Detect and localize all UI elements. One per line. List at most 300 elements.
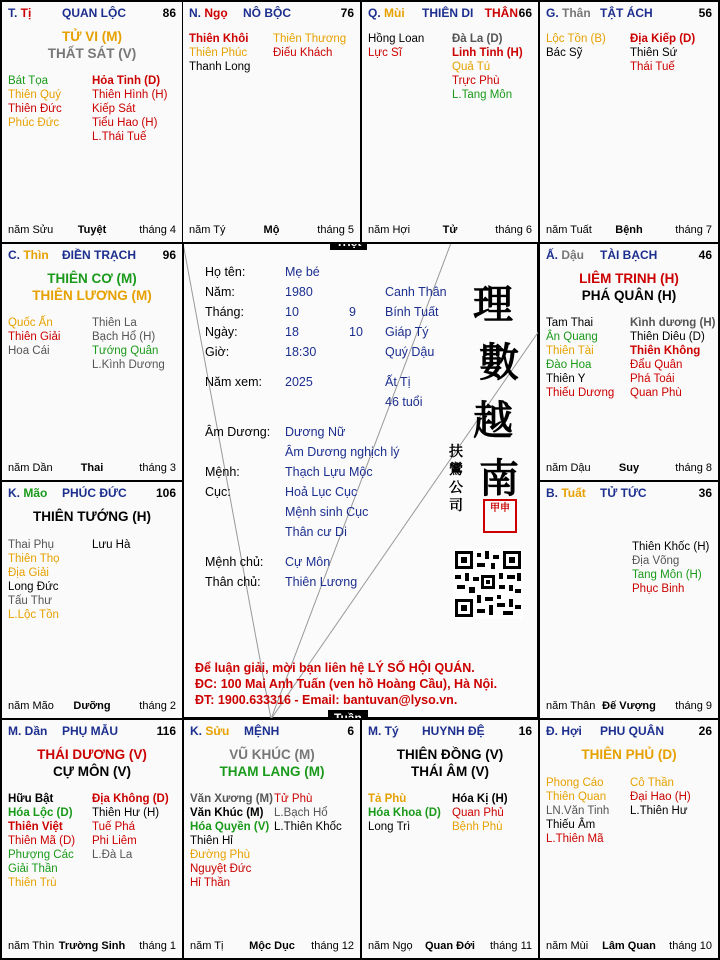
view-year-value: 2025: [285, 375, 313, 389]
minor-star: Thiên Đức: [8, 103, 62, 115]
main-star: THÁI ÂM (V): [411, 764, 489, 779]
palace-phase: Bệnh: [615, 224, 643, 236]
minor-star: L.Đà La: [92, 849, 133, 861]
minor-star: Đà La (D): [452, 33, 503, 45]
minor-stars-right: [630, 316, 715, 400]
month-label: Tháng:: [205, 305, 244, 319]
minor-star: LN.Văn Tinh: [546, 805, 610, 817]
palace-month: tháng 5: [317, 224, 354, 236]
minor-star: Tang Môn (H): [632, 569, 702, 581]
minor-star: Thiên Khôi: [189, 33, 249, 45]
minor-star: Thiên Việt: [8, 821, 63, 833]
palace-footer: [546, 700, 712, 714]
minor-star: Tướng Quân: [92, 345, 159, 357]
minor-stars-right: [452, 792, 508, 834]
palace-branch: Tuất: [561, 486, 586, 500]
palace-stem: M.: [8, 724, 25, 738]
palace-stem: G.: [546, 6, 563, 20]
yinyang-value: Dương Nữ: [285, 425, 346, 439]
hour-canchi: Quý Dậu: [385, 345, 435, 359]
palace-number: 106: [155, 486, 176, 500]
qr-code-icon[interactable]: [453, 549, 523, 619]
menh-label: Mệnh:: [205, 465, 240, 479]
view-year-label: Năm xem:: [205, 375, 262, 389]
minor-stars-left: [8, 74, 62, 130]
minor-star: Hỉ Thần: [190, 877, 231, 889]
palace-header: [546, 486, 712, 502]
palace-cell[interactable]: [360, 0, 540, 244]
hour-value: 18:30: [285, 345, 317, 359]
minor-star: Long Trì: [368, 821, 411, 833]
minor-star: Thiên Khốc (H): [632, 541, 710, 553]
palace-stem: Đ.: [546, 724, 562, 738]
palace-cell[interactable]: [182, 718, 362, 960]
palace-header: [190, 724, 354, 740]
day-label: Ngày:: [205, 325, 238, 339]
minor-star: Thanh Long: [189, 61, 251, 73]
minor-star: Địa Không (D): [92, 793, 169, 805]
main-star: THAM LANG (M): [219, 764, 325, 779]
minor-stars-right: [452, 32, 523, 102]
minor-star: Thiên Hình (H): [92, 89, 168, 101]
minor-star: Thiên Phúc: [189, 47, 248, 59]
minor-stars-left: [546, 316, 614, 400]
minor-star: Địa Kiếp (D): [630, 33, 696, 45]
minor-star: Tiểu Hao (H): [92, 117, 158, 129]
palace-stem: B.: [546, 486, 562, 500]
calligraphy-char-1: 理: [473, 281, 513, 328]
minor-star: Hóa Khoa (D): [368, 807, 441, 819]
minor-star: Giải Thần: [8, 863, 58, 875]
palace-header: [8, 486, 176, 502]
palace-title: TÀI BẠCH: [600, 248, 658, 262]
main-stars: [2, 270, 182, 304]
palace-month: tháng 1: [139, 940, 176, 952]
minor-star: Trực Phù: [452, 75, 500, 87]
view-year-canchi: Ất Tị: [385, 375, 411, 389]
contact-address: ĐC: 100 Mai Anh Tuấn (ven hồ Hoàng Cầu), Hà Nội.: [195, 677, 498, 691]
minor-star: Thiếu Dương: [546, 387, 615, 399]
minor-star: Phi Liêm: [92, 835, 137, 847]
than-chu-label: Thân chủ:: [205, 575, 261, 589]
minor-stars-left: [8, 792, 75, 890]
day-solar: 18: [285, 325, 299, 339]
main-star: TỬ VI (M): [62, 29, 122, 44]
palace-phase: Tuyệt: [77, 224, 107, 236]
palace-title: PHÚC ĐỨC: [62, 486, 127, 500]
month-lunar: 9: [349, 305, 356, 319]
palace-year: năm Sửu: [8, 224, 54, 236]
palace-year: năm Thìn: [8, 940, 55, 952]
palace-stem: C.: [8, 248, 24, 262]
hour-label: Giờ:: [205, 345, 230, 359]
yinyang-note: Âm Dương nghịch lý: [285, 445, 400, 459]
minor-stars-right: [632, 540, 709, 596]
palace-footer: [368, 224, 532, 238]
main-star: THIÊN ĐỒNG (V): [396, 747, 504, 762]
palace-title: TẬT ÁCH: [600, 6, 653, 20]
minor-stars-right: [273, 32, 346, 60]
minor-star: Hoa Cái: [8, 345, 50, 357]
minor-star: Hồng Loan: [368, 33, 425, 45]
palace-year: năm Mùi: [546, 940, 589, 952]
minor-star: Bạch Hổ (H): [92, 331, 156, 343]
palace-month: tháng 9: [675, 700, 712, 712]
minor-star: Bát Tọa: [8, 75, 49, 87]
palace-footer: [546, 224, 712, 238]
minor-stars-left: [368, 32, 424, 60]
minor-star: Đại Hao (H): [630, 791, 691, 803]
minor-star: Lực Sĩ: [368, 47, 402, 59]
palace-footer: [189, 224, 354, 238]
palace-month: tháng 7: [675, 224, 712, 236]
palace-footer: [368, 940, 532, 954]
calligraphy-small: 扶鸞公司: [449, 444, 463, 514]
palace-phase: Lâm Quan: [602, 940, 656, 952]
main-stars: [540, 746, 718, 763]
minor-star: Thiếu Âm: [546, 819, 596, 831]
minor-stars-right: [630, 776, 691, 818]
minor-star: Hỏa Tinh (D): [92, 75, 161, 87]
minor-star: Linh Tinh (H): [452, 47, 523, 59]
minor-star: L.Thái Tuế: [92, 131, 147, 143]
minor-star: Thiên Mã (D): [8, 835, 76, 847]
palace-month: tháng 8: [675, 462, 712, 474]
month-canchi: Bính Tuất: [385, 305, 439, 319]
than-marker: THÂN: [484, 6, 518, 20]
minor-star: Thiên Quý: [8, 89, 62, 101]
minor-star: Nguyệt Đức: [190, 863, 252, 875]
minor-star: Thiên Diêu (D): [630, 331, 705, 343]
minor-star: L.Thiên Khốc: [274, 821, 342, 833]
main-star: CỰ MÔN (V): [53, 764, 131, 779]
minor-star: Kiếp Sát: [92, 103, 136, 115]
minor-star: Văn Khúc (M): [190, 807, 264, 819]
contact-phone-email[interactable]: ĐT: 1900.633316 - Email: bantuvan@lyso.vn.: [195, 693, 458, 707]
palace-cell[interactable]: [182, 0, 362, 244]
minor-star: Thiên Tài: [546, 345, 594, 357]
minor-star: Thiên Giải: [8, 331, 61, 343]
minor-star: Thiên La: [92, 317, 137, 329]
palace-branch: Thân: [562, 6, 591, 20]
main-star: THÁI DƯƠNG (V): [37, 747, 147, 762]
minor-star: Thiên Y: [546, 373, 586, 385]
palace-year: năm Hợi: [368, 224, 411, 236]
palace-number: 36: [698, 486, 712, 500]
minor-star: Văn Xương (M): [190, 793, 273, 805]
minor-star: Bệnh Phù: [452, 821, 503, 833]
palace-branch: Tý: [384, 724, 399, 738]
minor-star: Phúc Đức: [8, 117, 60, 129]
palace-month: tháng 3: [139, 462, 176, 474]
palace-title: ĐIỀN TRẠCH: [62, 248, 136, 262]
palace-phase: Mộ: [263, 224, 280, 236]
minor-star: Quan Phủ: [452, 807, 504, 819]
minor-star: Thiên Sứ: [630, 47, 678, 59]
minor-star: Thiên Trù: [8, 877, 57, 889]
palace-branch: Dần: [24, 724, 48, 738]
red-seal: 甲申: [483, 499, 517, 533]
main-star: PHÁ QUÂN (H): [581, 288, 677, 303]
name-value: Mẹ bé: [285, 265, 320, 279]
palace-stem: N.: [189, 6, 205, 20]
minor-star: Thiên Hỉ: [190, 835, 233, 847]
minor-star: Địa Giải: [8, 567, 49, 579]
palace-branch: Sửu: [205, 724, 230, 738]
minor-star: Tam Thai: [546, 317, 594, 329]
palace-header: [546, 724, 712, 740]
minor-stars-right: [92, 316, 165, 372]
palace-number: 86: [162, 6, 176, 20]
palace-stem: K.: [8, 486, 24, 500]
palace-phase: Tử: [442, 224, 458, 236]
age-value: 46 tuổi: [385, 395, 423, 409]
minor-star: L.Lộc Tồn: [8, 609, 59, 621]
minor-star: Tấu Thư: [8, 595, 52, 607]
minor-star: Lộc Tồn (B): [546, 33, 606, 45]
palace-number: 76: [340, 6, 354, 20]
palace-month: tháng 2: [139, 700, 176, 712]
palace-branch: Thìn: [23, 248, 49, 262]
palace-cell[interactable]: [538, 718, 720, 960]
palace-year: năm Tuất: [546, 224, 592, 236]
palace-footer: [546, 462, 712, 476]
minor-star: Điếu Khách: [273, 47, 333, 59]
than-chu-value: Thiên Lương: [285, 575, 358, 589]
palace-title: QUAN LỘC: [62, 6, 126, 20]
minor-star: L.Kình Dương: [92, 359, 165, 371]
palace-footer: [546, 940, 712, 954]
cuc-relation: Mệnh sinh Cục: [285, 505, 369, 519]
minor-star: Hóa Quyền (V): [190, 821, 270, 833]
main-star: THIÊN CƠ (M): [47, 271, 137, 286]
palace-footer: [190, 940, 354, 954]
palace-header: [8, 6, 176, 22]
palace-phase: Đế Vượng: [602, 700, 656, 712]
calligraphy-char-4: 南: [479, 455, 519, 502]
palace-header: [189, 6, 354, 22]
minor-star: Hữu Bật: [8, 793, 54, 805]
palace-title: HUYNH ĐỆ: [422, 724, 485, 738]
minor-star: Phục Binh: [632, 583, 685, 595]
minor-star: Phá Toái: [630, 373, 675, 385]
palace-year: năm Dậu: [546, 462, 591, 474]
palace-cell[interactable]: [360, 718, 540, 960]
palace-title: NÔ BỘC: [243, 6, 291, 20]
year-label: Năm:: [205, 285, 235, 299]
palace-month: tháng 12: [311, 940, 354, 952]
minor-star: Thiên Thọ: [8, 553, 60, 565]
minor-star: Thiên Hư (H): [92, 807, 160, 819]
palace-branch: Tị: [20, 6, 32, 20]
palace-header: [546, 248, 712, 264]
day-canchi: Giáp Tý: [385, 325, 429, 339]
minor-stars-left: [189, 32, 250, 74]
minor-star: Tuế Phá: [92, 821, 136, 833]
palace-branch: Dậu: [561, 248, 585, 262]
palace-cell[interactable]: [0, 718, 184, 960]
palace-cell[interactable]: [538, 480, 720, 720]
menh-chu-label: Mệnh chủ:: [205, 555, 264, 569]
main-star: LIÊM TRINH (H): [579, 271, 679, 286]
calligraphy-char-3: 越: [473, 397, 513, 444]
palace-phase: Trường Sinh: [58, 940, 126, 952]
than-position: Thân cư Di: [285, 525, 347, 539]
minor-stars-left: [368, 792, 441, 834]
palace-stem: K.: [190, 724, 206, 738]
cuc-label: Cục:: [205, 485, 231, 499]
palace-number: 6: [347, 724, 354, 738]
minor-stars-right: [92, 792, 169, 862]
minor-star: Thiên Quan: [546, 791, 607, 803]
palace-footer: [8, 462, 176, 476]
minor-star: L.Bạch Hổ: [274, 807, 328, 819]
minor-stars-right: [274, 792, 342, 834]
minor-stars-left: [546, 32, 606, 60]
main-star: THẤT SÁT (V): [47, 46, 137, 61]
palace-month: tháng 10: [669, 940, 712, 952]
minor-star: Phong Cáo: [546, 777, 604, 789]
palace-header: [546, 6, 712, 22]
minor-stars-left: [8, 538, 60, 622]
palace-stem: T.: [8, 6, 21, 20]
palace-year: năm Mão: [8, 700, 54, 712]
main-stars: [2, 28, 182, 62]
palace-phase: Mộc Dục: [249, 940, 295, 952]
main-stars: [184, 746, 360, 780]
palace-number: 46: [698, 248, 712, 262]
minor-star: Thái Tuế: [630, 61, 675, 73]
minor-star: Bác Sỹ: [546, 47, 583, 59]
palace-header: [368, 6, 532, 22]
palace-number: 66: [518, 6, 532, 20]
cuc-value: Hoả Lục Cục: [285, 485, 358, 499]
palace-stem: Ấ.: [546, 248, 562, 262]
minor-stars-left: [8, 316, 60, 358]
main-star: THIÊN LƯƠNG (M): [32, 288, 152, 303]
minor-star: Phượng Các: [8, 849, 74, 861]
palace-header: [8, 248, 176, 264]
minor-star: Địa Võng: [632, 555, 680, 567]
palace-cell[interactable]: [538, 0, 720, 244]
palace-footer: [8, 700, 176, 714]
palace-month: tháng 11: [489, 940, 532, 952]
palace-footer: [8, 224, 176, 238]
palace-cell[interactable]: [0, 480, 184, 720]
palace-cell[interactable]: [0, 0, 184, 244]
minor-star: Thiên Thương: [273, 33, 347, 45]
main-star: VŨ KHÚC (M): [229, 747, 315, 762]
minor-star: Quả Tú: [452, 61, 491, 73]
minor-star: Tả Phù: [368, 793, 407, 805]
year-value: 1980: [285, 285, 313, 299]
palace-phase: Quan Đới: [425, 940, 475, 952]
palace-title: TỬ TỨC: [600, 486, 647, 500]
palace-cell[interactable]: [0, 242, 184, 482]
menh-value: Thạch Lựu Mộc: [285, 465, 373, 479]
minor-stars-left: [546, 776, 609, 846]
minor-star: Đào Hoa: [546, 359, 592, 371]
palace-branch: Ngọ: [204, 6, 228, 20]
palace-header: [368, 724, 532, 740]
minor-stars-right: [92, 74, 167, 144]
minor-star: Cô Thần: [630, 777, 674, 789]
minor-star: Kình dương (H): [630, 317, 716, 329]
palace-phase: Dưỡng: [73, 700, 111, 712]
main-stars: [2, 508, 182, 525]
minor-stars-left: [190, 792, 273, 890]
palace-year: năm Thân: [546, 700, 596, 712]
palace-title: PHU QUÂN: [600, 724, 665, 738]
minor-star: Hóa Lộc (D): [8, 807, 73, 819]
palace-month: tháng 6: [495, 224, 532, 236]
day-lunar: 10: [349, 325, 363, 339]
center-info-panel: [182, 242, 538, 718]
palace-number: 96: [162, 248, 176, 262]
palace-cell[interactable]: [538, 242, 720, 482]
palace-number: 26: [698, 724, 712, 738]
palace-branch: Hợi: [561, 724, 582, 738]
main-stars: [540, 270, 718, 304]
yinyang-label: Âm Dương:: [205, 425, 271, 439]
minor-star: Ân Quang: [546, 331, 598, 343]
minor-star: Tử Phù: [274, 793, 313, 805]
minor-star: Đường Phù: [190, 849, 250, 861]
palace-branch: Mão: [23, 486, 48, 500]
palace-phase: Thai: [80, 462, 104, 474]
main-stars: [362, 746, 538, 780]
year-canchi: Canh Thân: [385, 285, 447, 299]
minor-star: Quan Phù: [630, 387, 682, 399]
palace-title: PHỤ MẪU: [62, 724, 118, 738]
palace-number: 16: [518, 724, 532, 738]
main-star: THIÊN PHỦ (D): [581, 747, 677, 762]
palace-stem: M.: [368, 724, 385, 738]
minor-star: Đẩu Quân: [630, 359, 683, 371]
menh-chu-value: Cự Môn: [285, 555, 331, 569]
palace-year: năm Ngọ: [368, 940, 413, 952]
minor-star: Thai Phụ: [8, 539, 55, 551]
name-label: Họ tên:: [205, 265, 246, 279]
palace-year: năm Tị: [190, 940, 224, 952]
minor-star: Long Đức: [8, 581, 59, 593]
palace-footer: [8, 940, 176, 954]
month-solar: 10: [285, 305, 299, 319]
palace-phase: Suy: [618, 462, 640, 474]
main-star: THIÊN TƯỚNG (H): [33, 509, 151, 524]
contact-line-1: Để luận giải, mời bạn liên hệ LÝ SỐ HỘI QUÁN.: [195, 661, 475, 675]
palace-number: 56: [698, 6, 712, 20]
palace-title: THIÊN DI: [422, 6, 474, 20]
minor-stars-right: [630, 32, 695, 74]
palace-stem: Q.: [368, 6, 385, 20]
minor-star: L.Tang Môn: [452, 89, 513, 101]
minor-star: Hóa Kị (H): [452, 793, 508, 805]
minor-star: L.Thiên Hư: [630, 805, 688, 817]
palace-year: năm Tý: [189, 224, 226, 236]
calligraphy-char-2: 數: [479, 339, 519, 386]
minor-star: Lưu Hà: [92, 539, 131, 551]
main-stars: [2, 746, 182, 780]
palace-year: năm Dần: [8, 462, 53, 474]
minor-star: Thiên Không: [630, 345, 701, 357]
minor-stars-right: [92, 538, 130, 552]
minor-star: L.Thiên Mã: [546, 833, 604, 845]
minor-star: Quốc Ấn: [8, 317, 53, 329]
palace-title: MỆNH: [244, 724, 280, 738]
palace-branch: Mùi: [384, 6, 405, 20]
palace-number: 116: [156, 724, 176, 738]
